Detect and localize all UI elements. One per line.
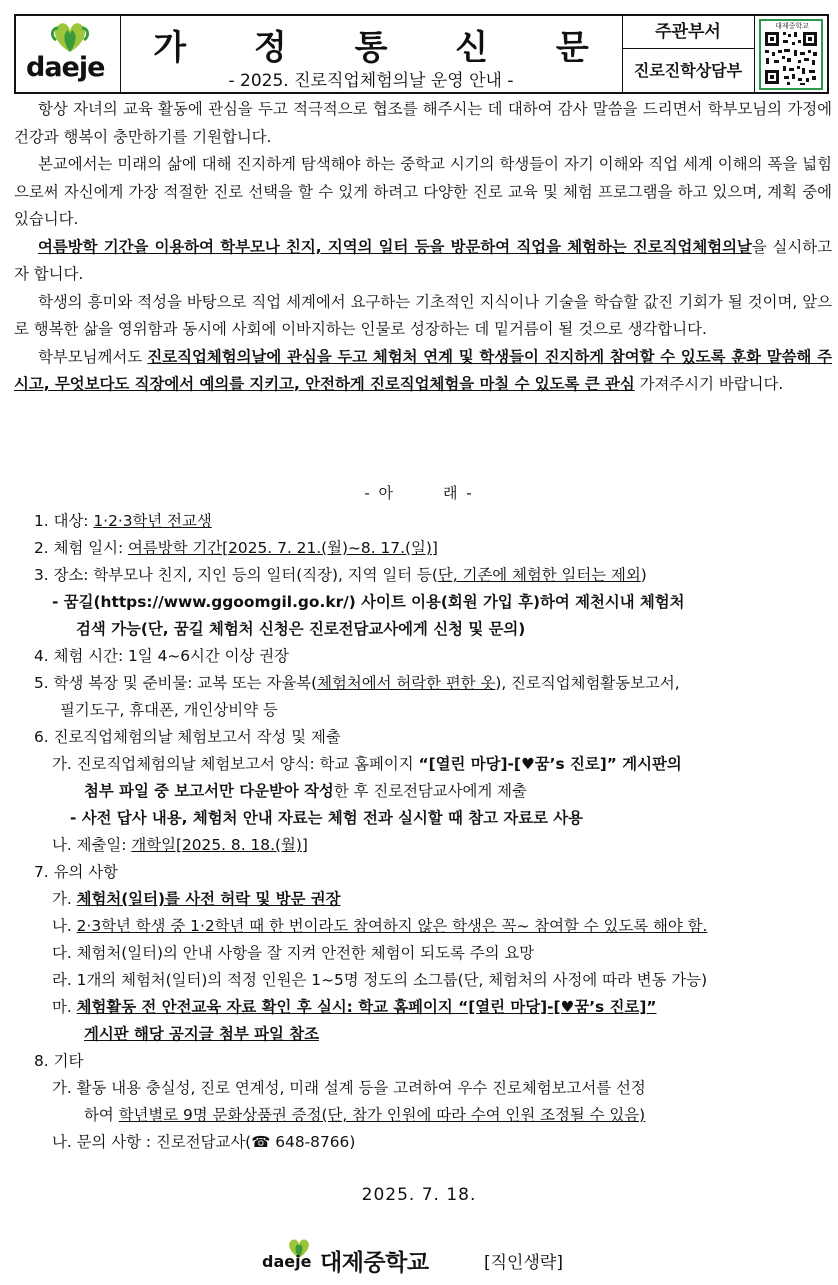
list-item	[14, 778, 834, 805]
qr-cell	[754, 16, 827, 92]
text-run: 가.	[52, 890, 77, 908]
heading-right: 래 -	[443, 484, 474, 502]
section-heading-below	[0, 482, 838, 503]
title-cell	[120, 16, 623, 92]
text-run: 나. 제출일:	[52, 836, 132, 854]
text-run: - 꿈길(https://www.ggoomgil.go.kr/) 사이트 이용(회원 가입 후)하여 제천시내 체험처	[52, 593, 685, 611]
text-run: 7. 유의 사항	[34, 863, 118, 881]
list-item	[14, 967, 834, 994]
text-run: 학부모님께서도	[38, 347, 148, 366]
text-run: 가. 활동 내용 충실성, 진로 연계성, 미래 설계 등을 고려하여 우수 진로체험보고서를 선정	[52, 1079, 646, 1097]
footer-signature	[262, 1240, 592, 1274]
list-item	[14, 886, 834, 913]
list-item	[14, 697, 834, 724]
text-run: 1·2·3학년 전교생	[93, 512, 212, 530]
text-run: 다. 체험처(일터)의 안내 사항을 잘 지켜 안전한 체험이 되도록 주의 요망	[52, 944, 535, 962]
text-run: 체험처에서 허락한 편한 옷	[317, 674, 496, 692]
text-run: 한 후 진로전담교사에게 제출	[333, 782, 527, 800]
text-run: )	[640, 566, 647, 584]
issue-date: 2025. 7. 18.	[361, 1185, 477, 1205]
list-item	[14, 1048, 834, 1075]
text-run: 여름방학 기간을 이용하여 학부모나 친지, 지역의 일터 등을 방문하여 직업을 체험하는 진로직업체험의날	[38, 237, 752, 256]
text-run: 본교에서는 미래의 삶에 대해 진지하게 탐색해야 하는 중학교 시기의 학생들이 자기 이해와 직업 세계 이해의 폭을 넓힘으로써 자신에게 가장 적절한 진로 선택을 할 수 있게 하려고 다양한 진로 교육 및 체험 프로그램을 하고 있으며, 계획 중에 있습니다.	[14, 155, 832, 228]
header-table	[14, 14, 829, 94]
text-run: ), 진로직업체험활동보고서,	[495, 674, 680, 692]
dept-name: 진로진학상담부	[633, 61, 743, 80]
list-item	[14, 562, 834, 589]
footer-logo-word: daeje	[262, 1252, 312, 1271]
text-run: 8. 기타	[34, 1052, 84, 1070]
qr-caption: 대제중학교	[775, 22, 809, 30]
qr-code-icon[interactable]	[754, 16, 827, 92]
text-run: 첨부 파일 중 보고서만 다운받아 작성	[84, 782, 334, 800]
footer-school-name: 대제중학교	[320, 1250, 429, 1276]
list-item	[14, 1021, 834, 1048]
list-item	[14, 913, 834, 940]
text-run: 2·3학년 학생 중 1·2학년 때 한 번이라도 참여하지 않은 학생은 꼭~ 참여할 수 있도록 해야 함.	[76, 917, 708, 935]
text-run: 가. 진로직업체험의날 체험보고서 양식: 학교 홈페이지	[52, 755, 419, 773]
logo-wordmark: daeje	[26, 52, 105, 83]
text-run: “[열린 마당]-[♥꿈’s 진로]” 게시판의	[418, 755, 682, 773]
text-run: 학년별로 9명 문화상품권 증정(단, 참가 인원에 따라 수여 인원 조정될 수 있음)	[118, 1106, 646, 1124]
paragraph	[14, 344, 832, 399]
text-run: 2. 체험 일시:	[34, 539, 129, 557]
dept-label: 주관부서	[622, 16, 754, 49]
text-run: 나. 문의 사항 : 진로전담교사(☎ 648-8766)	[52, 1133, 356, 1151]
text-run: 3. 장소: 학부모나 친지, 지인 등의 일터(직장), 지역 일터 등(	[34, 566, 438, 584]
list-item	[14, 1102, 834, 1129]
text-run: 가져주시기 바랍니다.	[634, 375, 784, 393]
text-run: 4. 체험 시간: 1일 4~6시간 이상 권장	[34, 647, 290, 665]
text-run: 개학일[2025. 8. 18.(월)]	[131, 836, 308, 854]
text-run: 라. 1개의 체험처(일터)의 적정 인원은 1~5명 정도의 소그룹(단, 체험처의 사정에 따라 변동 가능)	[52, 971, 708, 989]
text-run: 단, 기존에 체험한 일터는 제외	[437, 566, 641, 584]
text-run: 체험처(일터)를 사전 허락 및 방문 권장	[76, 890, 341, 908]
text-run: 나.	[52, 917, 77, 935]
text-run: 하여	[84, 1106, 119, 1124]
list-item	[14, 616, 834, 643]
details-list	[14, 508, 834, 1156]
list-item	[14, 751, 834, 778]
list-item	[14, 643, 834, 670]
paragraph	[14, 96, 832, 151]
heading-left: - 아	[364, 484, 395, 502]
list-item	[14, 535, 834, 562]
list-item	[14, 805, 834, 832]
text-run: 6. 진로직업체험의날 체험보고서 작성 및 제출	[34, 728, 341, 746]
list-item	[14, 724, 834, 751]
list-item	[14, 994, 834, 1021]
text-run: 1. 대상:	[34, 512, 94, 530]
text-run: 학생의 흥미와 적성을 바탕으로 직업 세계에서 요구하는 기초적인 지식이나 기술을 학습할 값진 기회가 될 것이며, 앞으로 행복한 삶을 영위함과 동시에 사회에 이바지하는 인물로 성장하는 데 밑거름이 될 것으로 생각합니다.	[14, 292, 832, 338]
text-run: 5. 학생 복장 및 준비물: 교복 또는 자율복(	[34, 674, 318, 692]
list-item	[14, 589, 834, 616]
text-run: 항상 자녀의 교육 활동에 관심을 두고 적극적으로 협조를 해주시는 데 대하여 감사 말씀을 드리면서 학부모님의 가정에 건강과 행복이 충만하기를 기원합니다.	[14, 100, 832, 146]
text-run: 여름방학 기간[2025. 7. 21.(월)~8. 17.(일)]	[128, 539, 438, 557]
text-run: 게시판 해당 공지글 첨부 파일 참조	[84, 1025, 319, 1043]
paragraph	[14, 289, 832, 344]
list-item	[14, 832, 834, 859]
dept-cell	[622, 16, 755, 92]
paragraph	[14, 151, 832, 234]
list-item	[14, 670, 834, 697]
list-item	[14, 1075, 834, 1102]
page-subtitle: - 2025. 진로직업체험의날 운영 안내 -	[228, 71, 514, 91]
text-run: 검색 가능(단, 꿈길 체험처 신청은 진로전담교사에게 신청 및 문의)	[76, 620, 526, 638]
school-logo	[16, 16, 121, 92]
text-run: 진로직업체험의날에 관심을 두고 체험처 연계 및 학생들이 진지하게 참여할 수 있도록 훈화 말씀해 주시고, 무엇보다도 직장에서 예의를 지키고, 안전하게 진로직업체험을 마칠 수 있도록 큰 관심	[14, 347, 833, 393]
text-run: 마.	[52, 998, 77, 1016]
text-run: 필기도구, 휴대폰, 개인상비약 등	[60, 701, 278, 719]
text-run: 체험활동 전 안전교육 자료 확인 후 실시: 학교 홈페이지 “[열린 마당]-[♥꿈’s 진로]”	[76, 998, 657, 1016]
list-item	[14, 508, 834, 535]
text-run: 을 실시하고자 합니다.	[14, 237, 832, 283]
paragraph	[14, 234, 832, 289]
list-item	[14, 940, 834, 967]
text-run: - 사전 답사 내용, 체험처 안내 자료는 체험 전과 실시할 때 참고 자료로 사용	[70, 809, 584, 827]
seal-omitted-note: [직인생략]	[484, 1253, 563, 1273]
list-item	[14, 1129, 834, 1156]
list-item	[14, 859, 834, 886]
page-title: 가 정 통 신 문	[153, 28, 617, 68]
intro-section	[14, 96, 832, 399]
